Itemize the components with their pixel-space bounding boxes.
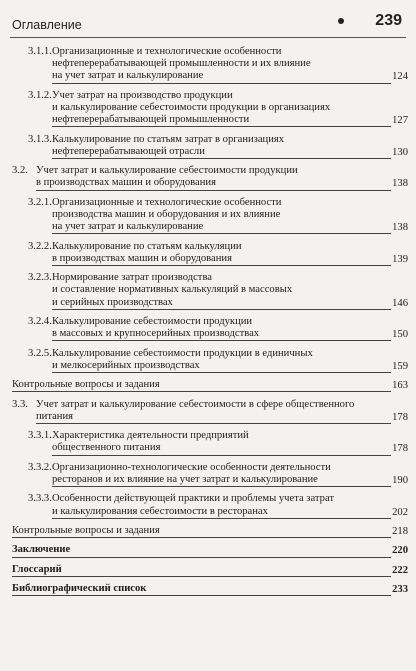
toc-entry-number: 3.1.1. [28,46,52,57]
toc-entry-title [52,462,416,487]
toc-entry-line: Учет затрат на производство продукции [52,89,233,101]
toc-entry-page: 138 [392,222,408,234]
toc-entry-title [52,430,416,455]
toc-entry-number: 3.3.1. [28,430,52,442]
toc-entry[interactable] [0,272,416,310]
toc-entry-page: 163 [392,380,408,392]
toc-entry[interactable] [0,90,416,128]
toc-entry-line: Характеристика деятельности предприятий [52,430,249,442]
toc-entry[interactable] [0,197,416,235]
toc-entry-number: 3.2. [12,165,28,177]
toc-entry-line: Калькулирование себестоимости продукции в единичных [52,347,313,359]
toc-entry-page: 130 [392,146,408,158]
toc-entry-title [12,564,416,577]
toc-entry[interactable] [0,583,416,596]
toc-entry-number: 3.2.4. [28,315,52,327]
toc-entry-title [52,272,416,310]
toc-entry-page: 139 [392,253,408,265]
toc-entry-page: 222 [392,564,408,576]
toc-entry[interactable] [0,493,416,518]
toc-entry-title [12,544,416,557]
toc-entry-line: Калькулирование себестоимости продукции [52,315,253,327]
toc-entry[interactable] [0,544,416,557]
page-number: 239 [375,12,402,29]
toc-entry[interactable] [0,241,416,266]
toc-entry-title [52,197,416,235]
toc-entry-line: в массовых и крупносерийных производствах [52,328,391,341]
toc-entry-page: 190 [392,474,408,486]
toc-entry-title [52,348,416,373]
toc-entry-number: 3.3.3. [28,493,52,505]
toc-entry-line: и калькулирования себестоимости в ресторанах [52,506,391,519]
toc-entry[interactable] [0,165,416,190]
toc-entry-number: 3.2.2. [28,240,52,252]
toc-entry-line: ресторанов и их влияние на учет затрат и калькулирование [52,474,391,487]
toc-entry-title [36,165,416,190]
toc-entry[interactable] [0,134,416,159]
toc-entry[interactable] [0,399,416,424]
toc-entry-line: производства машин и оборудования и их влияние [52,208,281,220]
toc-entry[interactable] [0,46,416,84]
toc-entry-line: Калькулирование по статьям затрат в организациях [52,133,285,145]
toc-entry-page: 150 [392,329,408,341]
toc-entry-line: Глоссарий [12,564,391,577]
toc-entry[interactable] [0,379,416,392]
toc-entry-page: 146 [392,297,408,309]
toc-entry-line: и калькулирование себестоимости продукции в организациях [52,102,331,113]
toc-entry-title [52,46,416,84]
toc-entry-page: 127 [392,115,408,127]
toc-entry-page: 202 [392,506,408,518]
toc-entry-number: 3.3. [12,398,28,410]
toc-entry-number: 3.2.5. [28,347,52,359]
toc-entry-line: и мелкосерийных производствах [52,360,391,373]
toc-entry-title [52,493,416,518]
toc-entry-page: 124 [392,71,408,83]
toc-entry[interactable] [0,430,416,455]
toc-entry-line: Организационные и технологические особенности [52,196,282,208]
toc-entry-line: Организационные и технологические особенности [52,46,282,57]
toc-entry-line: Особенности действующей практики и проблемы учета затрат [52,493,335,505]
toc-entry[interactable] [0,525,416,538]
toc-entry-line: Учет затрат и калькулирование себестоимости продукции [36,165,298,177]
header-rule [10,37,406,38]
toc-entry-line: Калькулирование по статьям калькуляции [52,240,242,252]
toc-entry[interactable] [0,462,416,487]
toc-entry-line: Заключение [12,544,391,557]
toc-entry-page: 178 [392,411,408,423]
toc-entry-title [52,134,416,159]
toc-entry-line: нефтеперерабатывающей отрасли [52,146,391,159]
toc-entry[interactable] [0,316,416,341]
toc-entry-page: 218 [392,525,408,537]
section-title: Оглавление [12,18,82,32]
toc-entry-title [12,525,416,538]
toc-entry-page: 178 [392,443,408,455]
toc-entry-title [12,379,416,392]
toc-entry-line: Учет затрат и калькулирование себестоимости в сфере общественного [36,398,355,410]
bullet-dot-icon [338,18,344,24]
toc-entry-number: 3.2.3. [28,272,52,284]
toc-entry-line: нефтеперерабатывающей промышленности и их влияние [52,58,311,70]
toc-entry-line: в производствах машин и оборудования [52,253,391,266]
toc-entry-line: и серийных производствах [52,297,391,310]
toc-entry-line: Контрольные вопросы и задания [12,379,391,392]
toc-entry-line: и составление нормативных калькуляций в массовых [52,284,293,296]
toc-entry-page: 220 [392,545,408,557]
toc-entry-title [52,241,416,266]
toc-entry-title [52,90,416,128]
toc-entry-page: 138 [392,178,408,190]
toc-entry-line: Библиографический список [12,583,391,596]
toc-entry-line: Организационно-технологические особенности деятельности [52,461,331,473]
toc-entry-title [36,399,416,424]
toc-entry-title [12,583,416,596]
toc-entry[interactable] [0,348,416,373]
toc-entry[interactable] [0,564,416,577]
toc-entry-line: Контрольные вопросы и задания [12,525,391,538]
toc-entry-line: в производствах машин и оборудования [36,177,391,190]
toc-entry-line: на учет затрат и калькулирование [52,70,391,83]
table-of-contents [0,46,416,602]
toc-entry-page: 159 [392,360,408,372]
toc-entry-number: 3.1.3. [28,133,52,145]
toc-entry-page: 233 [392,584,408,596]
toc-entry-line: нефтеперерабатывающей промышленности [52,114,391,127]
toc-entry-number: 3.3.2. [28,461,52,473]
toc-entry-title [52,316,416,341]
toc-entry-line: Нормирование затрат производства [52,272,213,284]
toc-entry-line: общественного питания [52,442,391,455]
page-header [12,14,402,36]
toc-entry-line: питания [36,411,391,424]
toc-entry-number: 3.2.1. [28,196,52,208]
toc-entry-number: 3.1.2. [28,89,52,101]
toc-entry-line: на учет затрат и калькулирование [52,221,391,234]
